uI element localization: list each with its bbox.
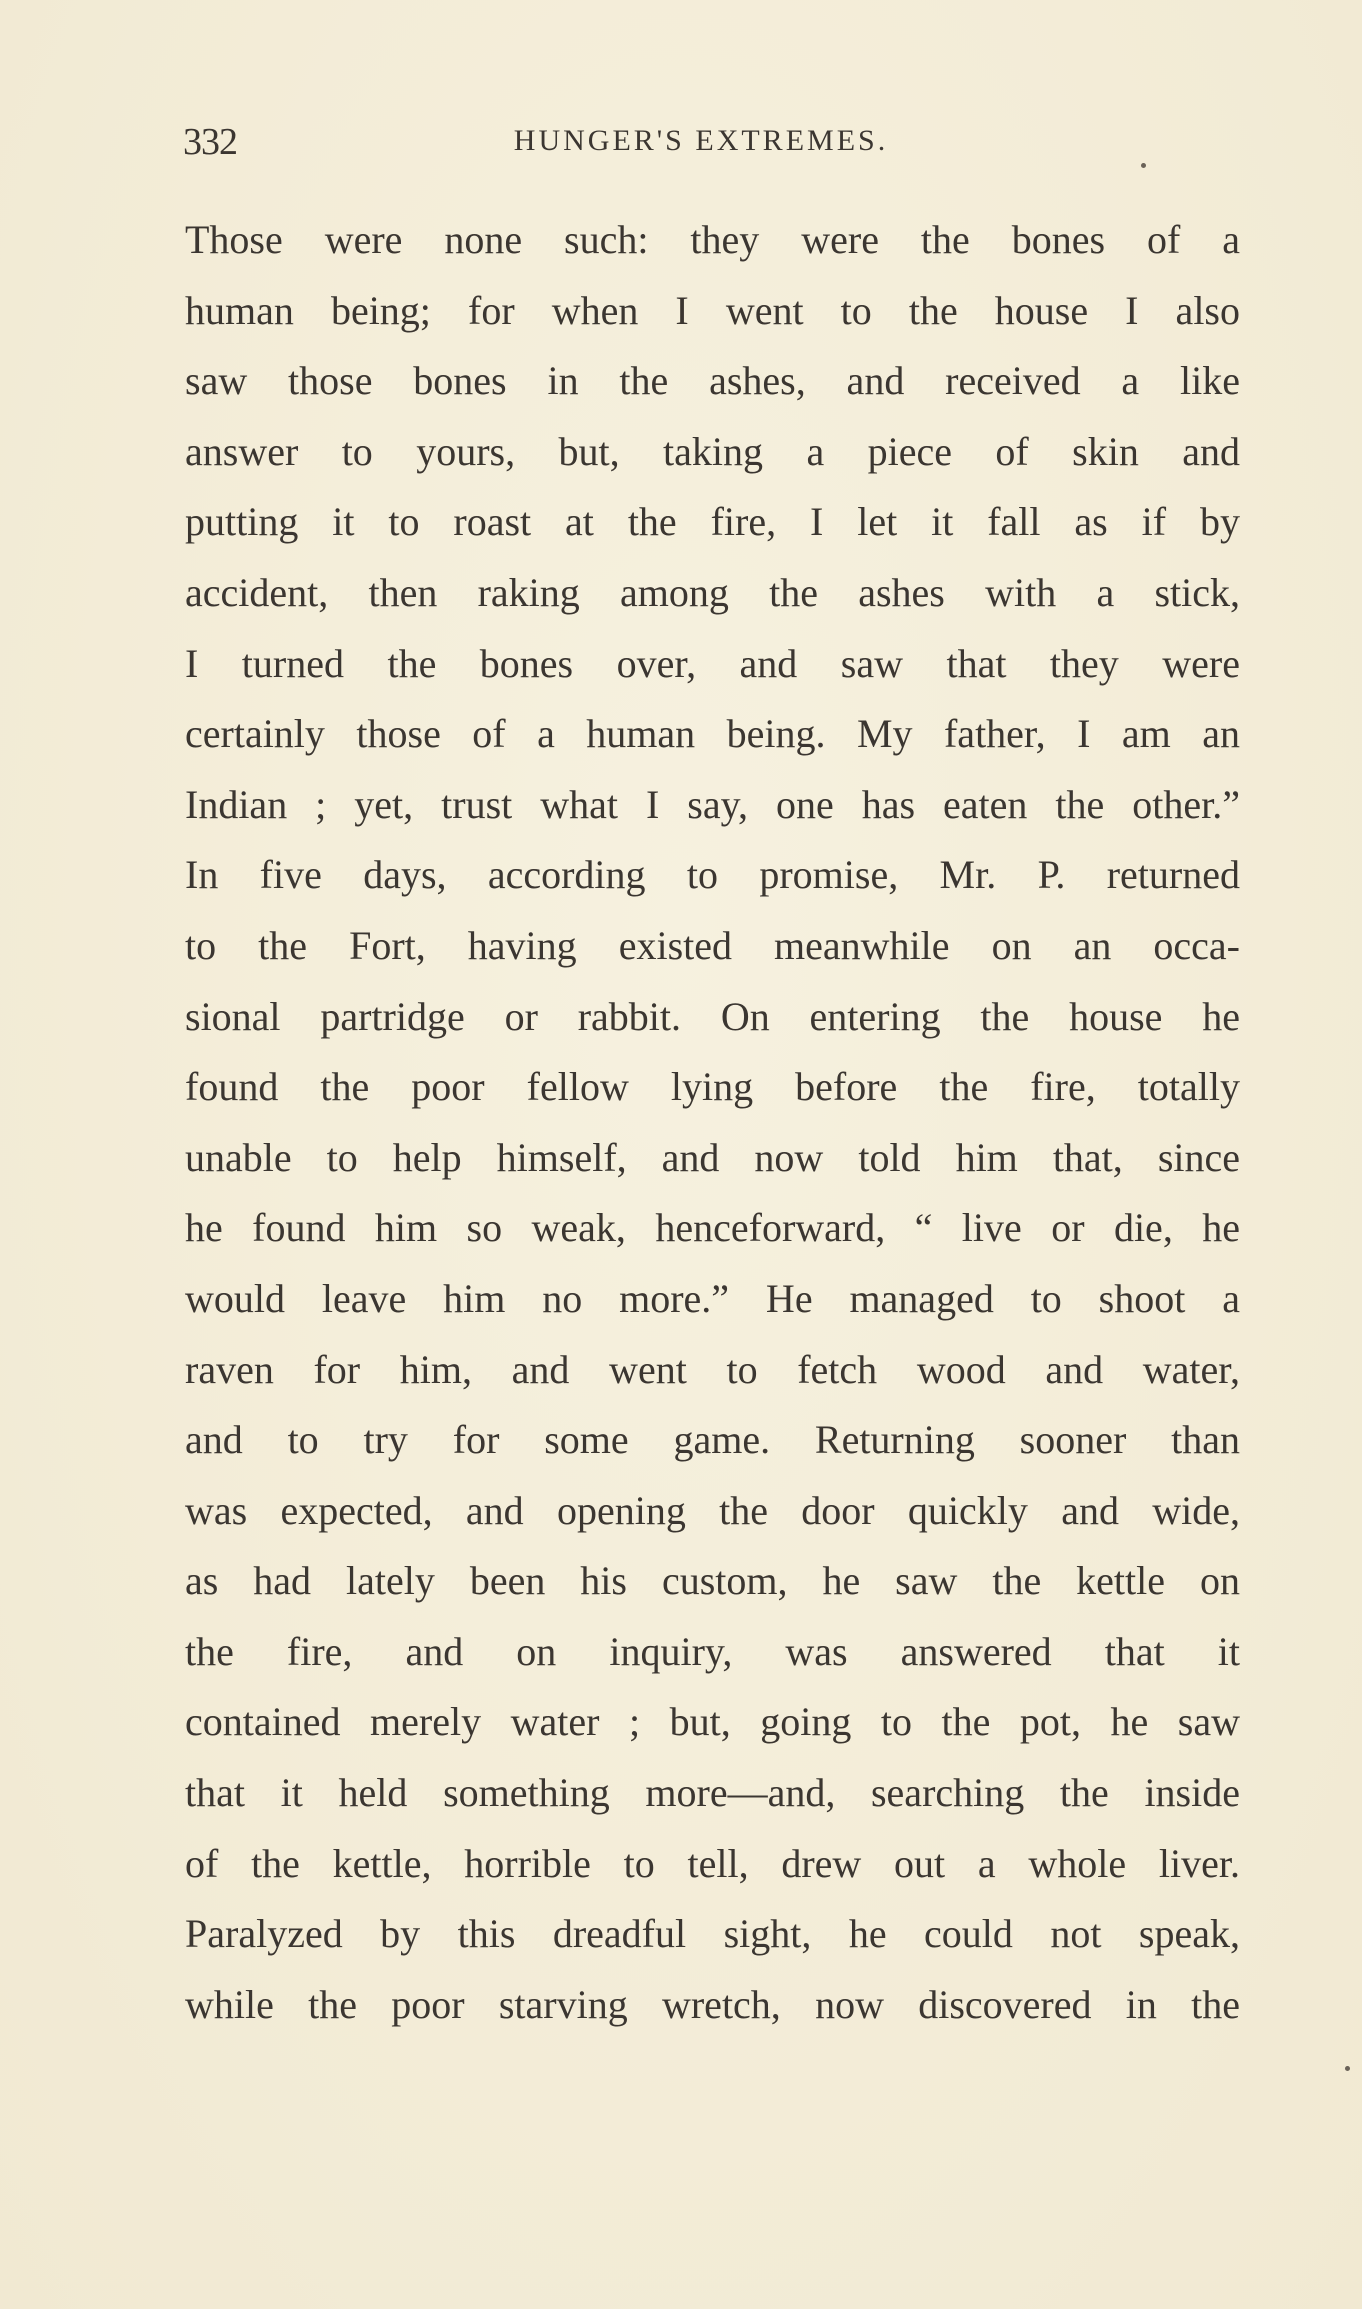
text-line-content: accident, then raking among the ashes with a stick,: [185, 569, 1240, 615]
page-number: 332: [183, 121, 237, 163]
text-line-content: to the Fort, having existed meanwhile on an occa-: [185, 922, 1240, 968]
text-line: [185, 706, 1240, 777]
text-line-content: Indian ; yet, trust what I say, one has eaten the other.”: [185, 781, 1240, 827]
text-line-content: answer to yours, but, taking a piece of skin and: [185, 428, 1240, 474]
paper-speck: [1345, 2066, 1350, 2071]
text-line: [185, 565, 1240, 636]
text-line-content: certainly those of a human being. My father, I am an: [185, 711, 1240, 757]
text-line-content: unable to help himself, and now told him that, since: [185, 1134, 1240, 1180]
text-line-content: contained merely water ; but, going to the pot, he saw: [185, 1699, 1240, 1745]
text-line-content: that it held something more—and, searching the inside: [185, 1770, 1240, 1816]
text-line: [185, 1694, 1240, 1765]
text-line-content: of the kettle, horrible to tell, drew out a whole liver.: [185, 1840, 1240, 1886]
text-line-content: In five days, according to promise, Mr. P. returned: [185, 852, 1240, 898]
paper-speck: [1141, 163, 1146, 168]
text-line-content: human being; for when I went to the house I also: [185, 287, 1240, 333]
text-line-content: sional partridge or rabbit. On entering the house he: [185, 993, 1240, 1039]
text-line: [185, 1906, 1240, 1977]
text-line: [185, 918, 1240, 989]
running-title: HUNGER'S EXTREMES.: [513, 124, 889, 157]
text-line: [185, 353, 1240, 424]
text-line-content: putting it to roast at the fire, I let it fall as if by: [185, 499, 1240, 545]
text-line: [185, 1624, 1240, 1695]
text-line: [185, 1200, 1240, 1271]
text-line: [185, 1483, 1240, 1554]
text-line-content: was expected, and opening the door quickly and wide,: [185, 1487, 1240, 1533]
text-line: [185, 1342, 1240, 1413]
text-line-content: as had lately been his custom, he saw the kettle on: [185, 1558, 1240, 1604]
text-line: [185, 636, 1240, 707]
text-line: [185, 1271, 1240, 1342]
text-line: [185, 847, 1240, 918]
text-line-content: and to try for some game. Returning sooner than: [185, 1417, 1240, 1463]
text-line: [185, 1130, 1240, 1201]
text-line-content: Paralyzed by this dreadful sight, he could not speak,: [185, 1911, 1240, 1957]
text-line-content: found the poor fellow lying before the fire, totally: [185, 1064, 1240, 1110]
text-line: [185, 494, 1240, 565]
text-line: [185, 1059, 1240, 1130]
text-line-content: while the poor starving wretch, now discovered in the: [185, 1981, 1240, 2027]
body-text: [185, 212, 1240, 2047]
text-line: [185, 212, 1240, 283]
text-line-content: Those were none such: they were the bones of a: [185, 217, 1240, 262]
text-line-content: would leave him no more.” He managed to shoot a: [185, 1275, 1240, 1321]
text-line: [185, 1553, 1240, 1624]
text-line-content: saw those bones in the ashes, and received a like: [185, 358, 1240, 404]
text-line: [185, 424, 1240, 495]
text-line-content: raven for him, and went to fetch wood and water,: [185, 1346, 1240, 1392]
text-line: [185, 1412, 1240, 1483]
text-line: [185, 989, 1240, 1060]
text-line: [185, 1836, 1240, 1907]
text-line: [185, 1977, 1240, 2048]
text-line-content: he found him so weak, henceforward, “ live or die, he: [185, 1205, 1240, 1251]
text-line: [185, 283, 1240, 354]
text-line-content: the fire, and on inquiry, was answered that it: [185, 1628, 1240, 1674]
text-line: [185, 1765, 1240, 1836]
text-line-content: I turned the bones over, and saw that they were: [185, 640, 1240, 686]
text-line: [185, 777, 1240, 848]
